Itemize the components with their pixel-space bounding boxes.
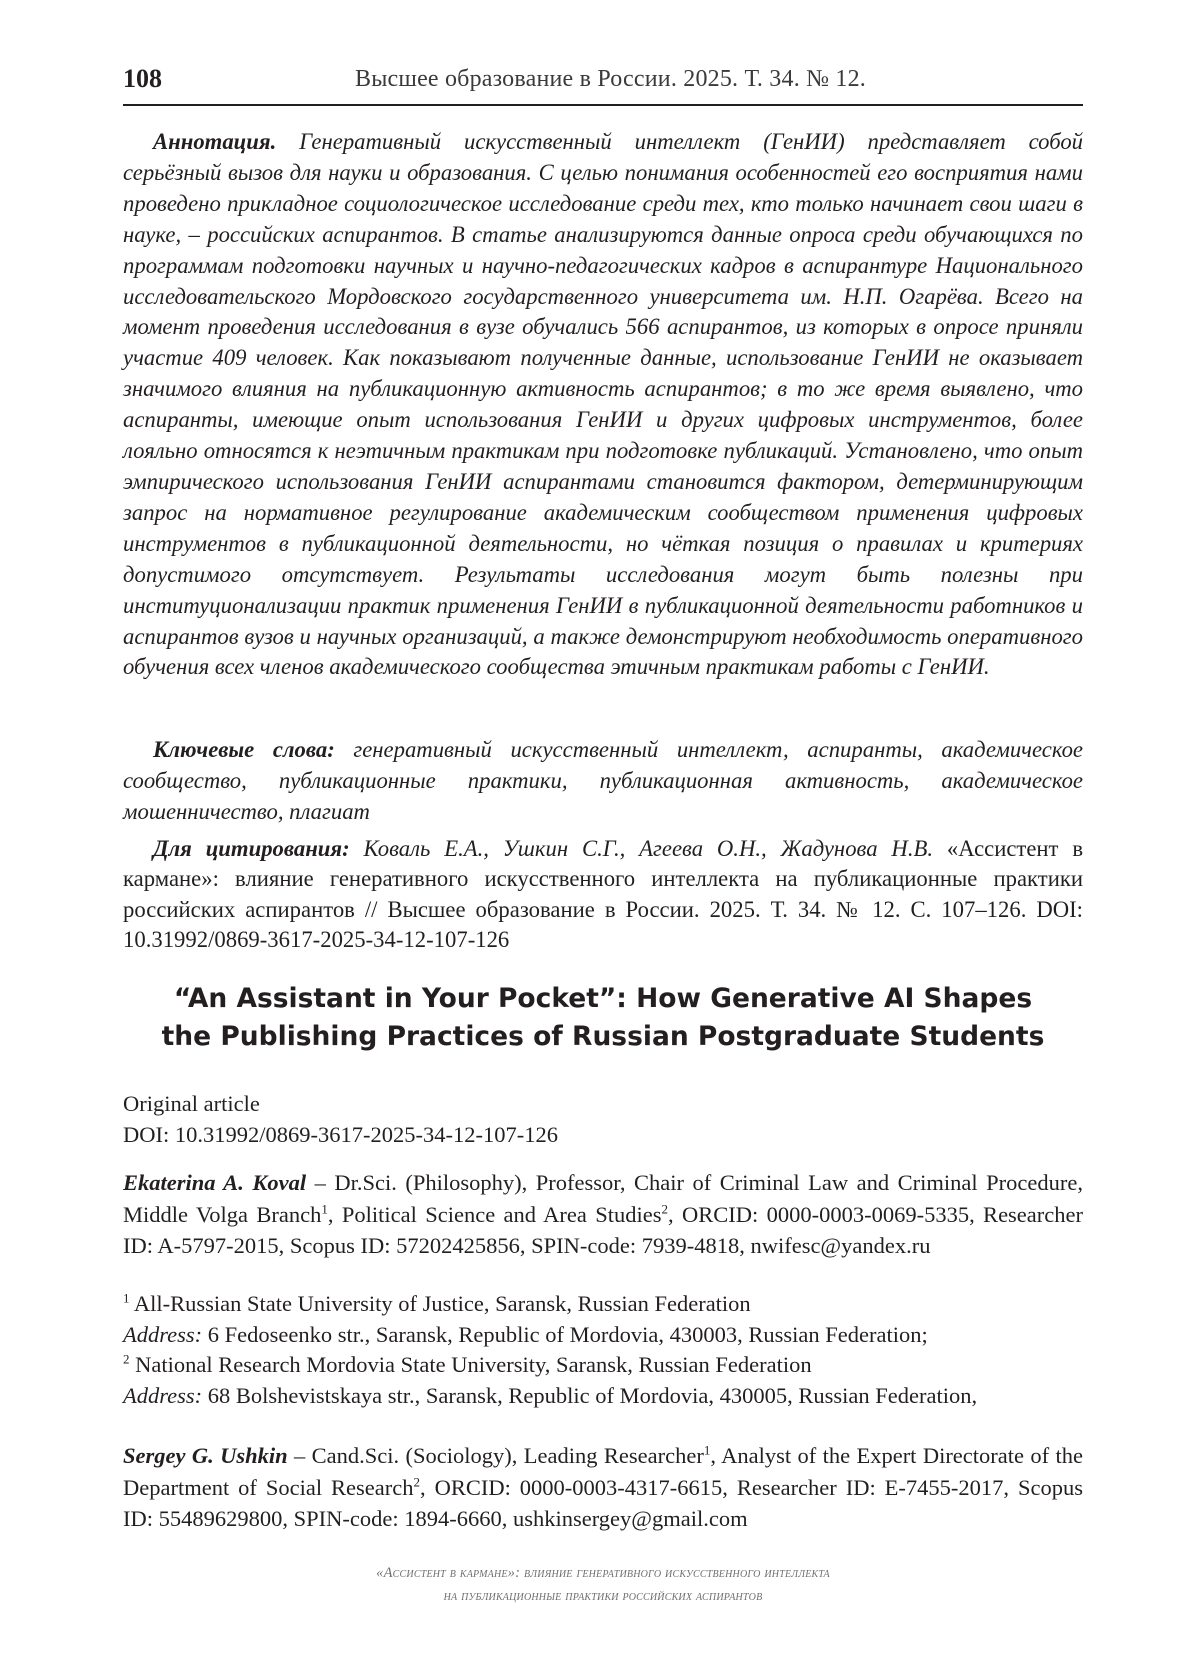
- affiliation-ref: 2: [413, 1474, 420, 1489]
- affiliation-name: National Research Mordovia State University, Saransk, Russian Federation: [135, 1352, 812, 1377]
- author-desc: – Dr.Sci. (Philosophy), Professor, Chair of Criminal Law and Criminal Procedure, Middle Volga Branch: [123, 1170, 1083, 1227]
- affiliation-number: 1: [123, 1290, 130, 1306]
- author-entry: [123, 1440, 1083, 1535]
- citation-label: Для цитирования:: [153, 836, 350, 861]
- article-meta: [123, 1088, 1083, 1150]
- abstract-label: Аннотация.: [153, 129, 277, 154]
- footer-line-1: «Ассистент в кармане»: влияние генеративного искусственного интеллекта: [376, 1565, 830, 1581]
- author-desc: – Cand.Sci. (Sociology), Leading Researcher: [287, 1443, 704, 1468]
- affiliation-address: 6 Fedoseenko str., Saransk, Republic of Mordovia, 430003, Russian Federation;: [207, 1321, 928, 1347]
- citation-paragraph: [123, 834, 1083, 956]
- affiliation-entry: [123, 1350, 1083, 1411]
- article-doi: DOI: 10.31992/0869-3617-2025-34-12-107-126: [123, 1122, 558, 1147]
- affiliation-ref: 1: [321, 1201, 328, 1216]
- keywords-paragraph: [123, 735, 1083, 828]
- abstract-paragraph: [123, 127, 1083, 683]
- page-number: 108: [123, 64, 162, 93]
- abstract-text: Генеративный искусственный интеллект (ГенИИ) представляет собой серьёзный вызов для науки и образования. С целью понимания особенностей его восприятия нами проведено прикладное социологическое исследование среди тех, кто только начинает свои шаги в науке, – российских аспирантов. В статье анализируются данные опроса среди обучающихся по программам подготовки научных и научно-педагогических кадров в аспирантуре Национального исследовательского Мордовского государственного университета им. Н.П. Огарёва. Всего на момент проведения исследования в вузе обучались 566 аспирантов, из которых в опросе приняли участие 409 человек. Как показывают полученные данные, использование ГенИИ не оказывает значимого влияния на публикационную активность аспирантов; в то же время выявлено, что аспиранты, имеющие опыт использования ГенИИ и других цифровых инструментов, более лояльно относятся к неэтичным практикам при подготовке публикаций. Установлено, что опыт эмпирического использования ГенИИ аспирантами становится фактором, детерминирующим запрос на нормативное регулирование академическим сообществом применения цифровых инструментов в публикационной деятельности, но чёткая позиция о правилах и критериях допустимого отсутствует. Результаты исследования могут быть полезны при институционализации практик применения ГенИИ в публикационной деятельности работников и аспирантов вузов и научных организаций, а также демонстрируют необходимость оперативного обучения всех членов академического сообщества этичным практикам работы с ГенИИ.: [123, 129, 1084, 680]
- article-type: Original article: [123, 1091, 260, 1116]
- address-label: Address:: [123, 1382, 203, 1408]
- english-title-line-1: “An Assistant in Your Pocket”: How Generative AI Shapes: [173, 983, 1033, 1014]
- author-desc: , Political Science and Area Studies: [327, 1201, 662, 1227]
- author-name: Ekaterina A. Koval: [123, 1170, 307, 1195]
- affiliation-entry: [123, 1289, 1083, 1350]
- keywords-text: генеративный искусственный интеллект, аспиранты, академическое сообщество, публикационные практики, публикационная активность, академическое мошенничество, плагиат: [123, 737, 1083, 824]
- citation-authors: Коваль Е.А., Ушкин С.Г., Агеева О.Н., Жадунова Н.В.: [363, 836, 934, 861]
- affiliation-number: 2: [123, 1351, 130, 1367]
- english-article-title: [123, 980, 1083, 1056]
- author-desc: , ORCID: 0000-0003-4317-6615, Researcher ID: E-7455-2017, Scopus ID: 55489629800, SPIN-code: 1894-6660, ushkinsergey@gmail.com: [123, 1474, 1083, 1531]
- address-label: Address:: [123, 1321, 203, 1347]
- author-desc: , Analyst of the Expert Directorate of the Department of Social Research: [123, 1443, 1083, 1500]
- footer-line-2: на публикационные практики российских аспирантов: [443, 1588, 763, 1604]
- english-title-line-2: the Publishing Practices of Russian Postgraduate Students: [161, 1021, 1045, 1052]
- affiliation-ref: 1: [703, 1442, 711, 1458]
- keywords-label: Ключевые слова:: [153, 737, 335, 762]
- author-entry: [123, 1167, 1083, 1262]
- affiliation-ref: 2: [661, 1201, 668, 1216]
- citation-text: «Ассистент в кармане»: влияние генеративного искусственного интеллекта на публикационные практики российских аспирантов // Высшее образование в России. 2025. Т. 34. № 12. С. 107–126. DOI: 10.31992/0869-3617-2025-34-12-107-126: [123, 836, 1084, 953]
- author-name: Sergey G. Ushkin: [123, 1443, 288, 1468]
- affiliation-address: 68 Bolshevistskaya str., Saransk, Republic of Mordovia, 430005, Russian Federation,: [207, 1382, 978, 1408]
- affiliation-name: All-Russian State University of Justice, Saransk, Russian Federation: [133, 1291, 751, 1316]
- journal-title: Высшее образование в России. 2025. Т. 34. № 12.: [355, 66, 867, 92]
- running-header: [123, 64, 1083, 106]
- running-footer: [123, 1562, 1083, 1608]
- author-desc: , ORCID: 0000-0003-0069-5335, Researcher ID: A-5797-2015, Scopus ID: 57202425856, SPIN-code: 7939-4818, nwifesc@yandex.ru: [123, 1201, 1083, 1258]
